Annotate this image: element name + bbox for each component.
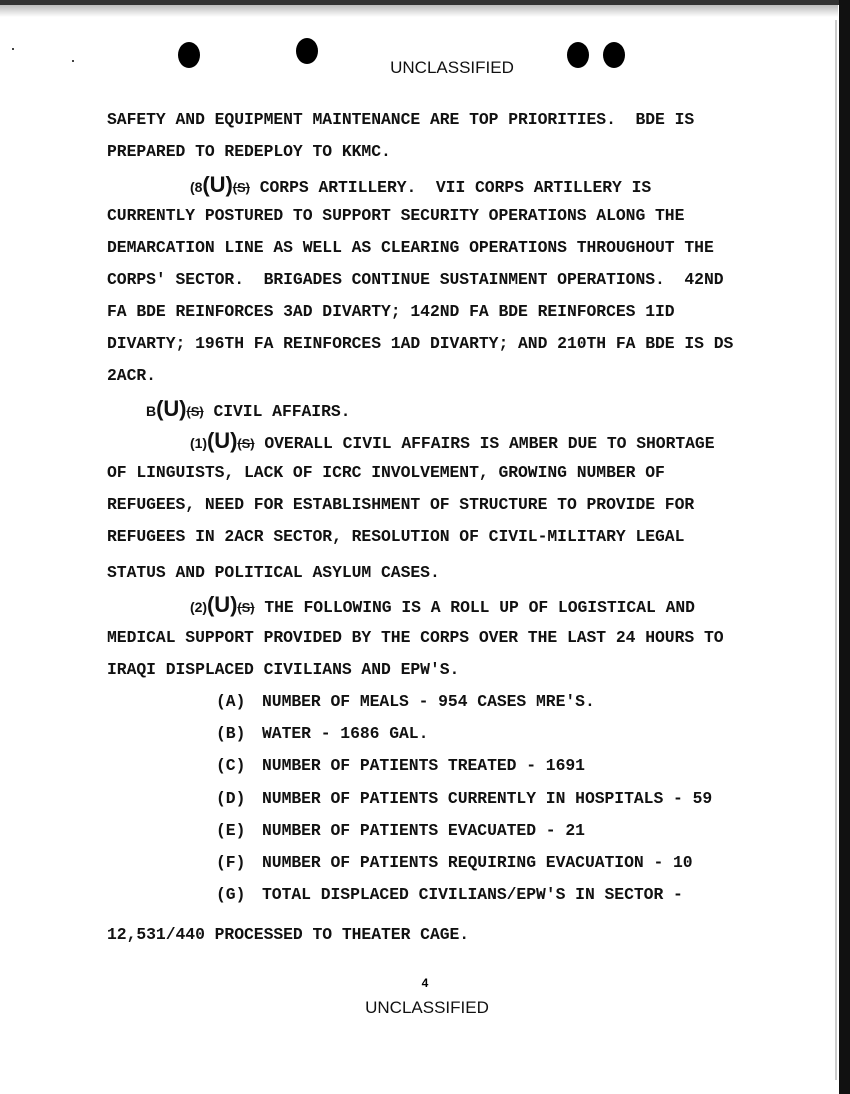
list-item-label: (E) xyxy=(216,820,246,840)
page-number: 4 xyxy=(421,976,429,990)
text-line: FA BDE REINFORCES 3AD DIVARTY; 142ND FA BDE REINFORCES 1ID xyxy=(107,302,675,321)
list-item-text: NUMBER OF PATIENTS TREATED - 1691 xyxy=(262,756,585,776)
punch-hole xyxy=(296,38,318,64)
list-item-text: NUMBER OF MEALS - 954 CASES MRE'S. xyxy=(262,692,595,711)
text-line: 12,531/440 PROCESSED TO THEATER CAGE. xyxy=(107,925,470,944)
text-line: CORPS' SECTOR. BRIGADES CONTINUE SUSTAINMENT OPERATIONS. 42ND xyxy=(107,270,724,289)
list-item-label: (C) xyxy=(216,756,246,776)
scan-right-border xyxy=(839,0,850,1094)
list-item-label: (G) xyxy=(216,885,246,905)
text-line: STATUS AND POLITICAL ASYLUM CASES. xyxy=(107,563,440,582)
list-item-label: (A) xyxy=(216,692,246,711)
list-item-text: WATER - 1686 GAL. xyxy=(262,724,429,744)
paragraph-2-first-line: (2)(U)(S) THE FOLLOWING IS A ROLL UP OF LOGISTICAL AND xyxy=(190,592,695,617)
text-line: REFUGEES, NEED FOR ESTABLISHMENT OF STRUCTURE TO PROVIDE FOR xyxy=(107,495,695,514)
text-line: OF LINGUISTS, LACK OF ICRC INVOLVEMENT, GROWING NUMBER OF xyxy=(107,463,665,482)
text-line: PREPARED TO REDEPLOY TO KKMC. xyxy=(107,142,391,161)
text-line: REFUGEES IN 2ACR SECTOR, RESOLUTION OF CIVIL-MILITARY LEGAL xyxy=(107,527,685,546)
classification-marking: (2)(U)(S) xyxy=(190,592,255,617)
classification-marking: B(U)(S) xyxy=(146,396,204,421)
text-line: DIVARTY; 196TH FA REINFORCES 1AD DIVARTY; AND 210TH FA BDE IS DS xyxy=(107,334,734,353)
text-line: 2ACR. xyxy=(107,366,156,385)
scan-speck xyxy=(72,60,74,62)
punch-hole xyxy=(603,42,625,68)
paragraph-8-first-line: (8(U)(S) CORPS ARTILLERY. VII CORPS ARTILLERY IS xyxy=(190,172,652,197)
list-item-label: (F) xyxy=(216,853,246,872)
header-classification: UNCLASSIFIED xyxy=(390,58,514,77)
list-item-label: (D) xyxy=(216,788,246,808)
list-item-label: (B) xyxy=(216,724,246,744)
classification-marking: (8(U)(S) xyxy=(190,172,250,197)
text-line: MEDICAL SUPPORT PROVIDED BY THE CORPS OVER THE LAST 24 HOURS TO xyxy=(107,628,724,647)
scan-right-edge xyxy=(835,20,837,1080)
text-line: CURRENTLY POSTURED TO SUPPORT SECURITY OPERATIONS ALONG THE xyxy=(107,206,685,225)
scan-speck xyxy=(12,48,14,50)
paragraph-b-heading: B(U)(S) CIVIL AFFAIRS. xyxy=(146,396,351,421)
text-line: IRAQI DISPLACED CIVILIANS AND EPW'S. xyxy=(107,660,460,679)
punch-hole xyxy=(567,42,589,68)
list-item-text: NUMBER OF PATIENTS CURRENTLY IN HOSPITALS - 59 xyxy=(262,788,713,808)
scan-top-shadow xyxy=(0,5,838,17)
list-item-text: NUMBER OF PATIENTS REQUIRING EVACUATION - 10 xyxy=(262,853,693,872)
text-line: DEMARCATION LINE AS WELL AS CLEARING OPERATIONS THROUGHOUT THE xyxy=(107,238,714,257)
footer-classification: UNCLASSIFIED xyxy=(365,998,489,1017)
list-item-text: NUMBER OF PATIENTS EVACUATED - 21 xyxy=(262,820,585,840)
classification-marking: (1)(U)(S) xyxy=(190,428,255,453)
paragraph-1-first-line: (1)(U)(S) OVERALL CIVIL AFFAIRS IS AMBER DUE TO SHORTAGE xyxy=(190,428,715,453)
list-item-text: TOTAL DISPLACED CIVILIANS/EPW'S IN SECTOR - xyxy=(262,885,683,905)
punch-hole xyxy=(178,42,200,68)
text-line: SAFETY AND EQUIPMENT MAINTENANCE ARE TOP PRIORITIES. BDE IS xyxy=(107,110,695,129)
